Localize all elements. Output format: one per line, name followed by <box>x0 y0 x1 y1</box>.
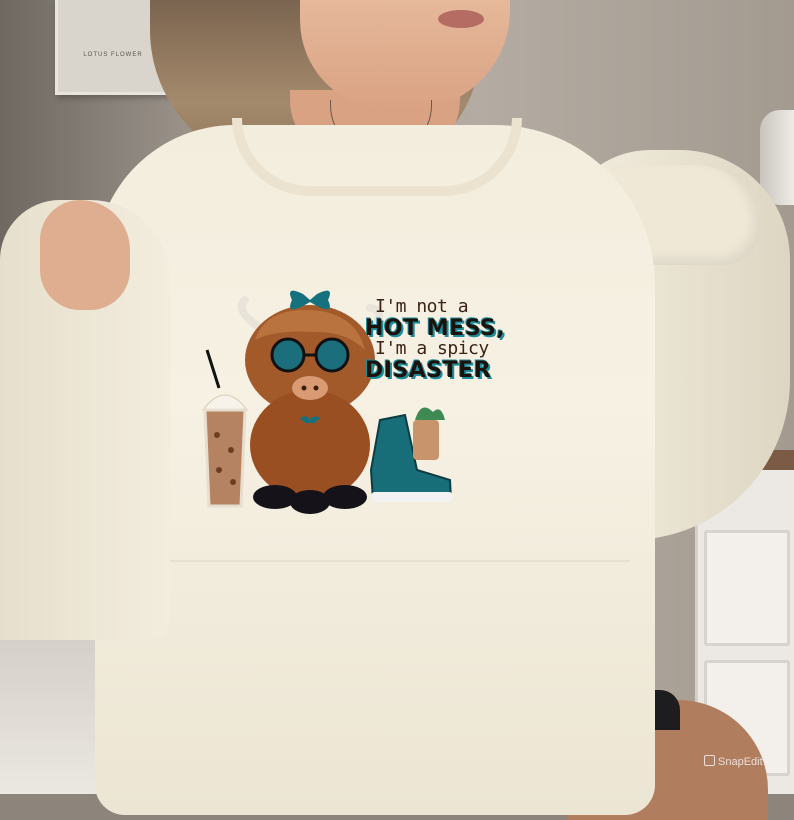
nightstand-drawer <box>704 530 790 646</box>
snapedit-logo-icon <box>704 755 715 766</box>
slogan-line-1: I'm not a <box>375 296 469 317</box>
sweatshirt-collar <box>232 118 522 196</box>
slogan-line-3: I'm a spicy <box>375 337 489 359</box>
lips <box>438 10 484 28</box>
highland-cow-icon <box>242 291 379 514</box>
slogan-text <box>365 298 545 382</box>
slogan-line-4: DISASTER <box>365 357 492 383</box>
hand <box>40 200 130 310</box>
fabric-fold <box>170 560 630 562</box>
iced-coffee-cup-icon <box>203 350 247 506</box>
watermark-text: SnapEdit <box>718 756 763 768</box>
watermark <box>704 755 763 768</box>
slogan-line-2: HOT MESS, <box>365 315 506 341</box>
frame-caption: LOTUS FLOWER <box>83 52 143 58</box>
sneaker-icon <box>371 408 453 503</box>
